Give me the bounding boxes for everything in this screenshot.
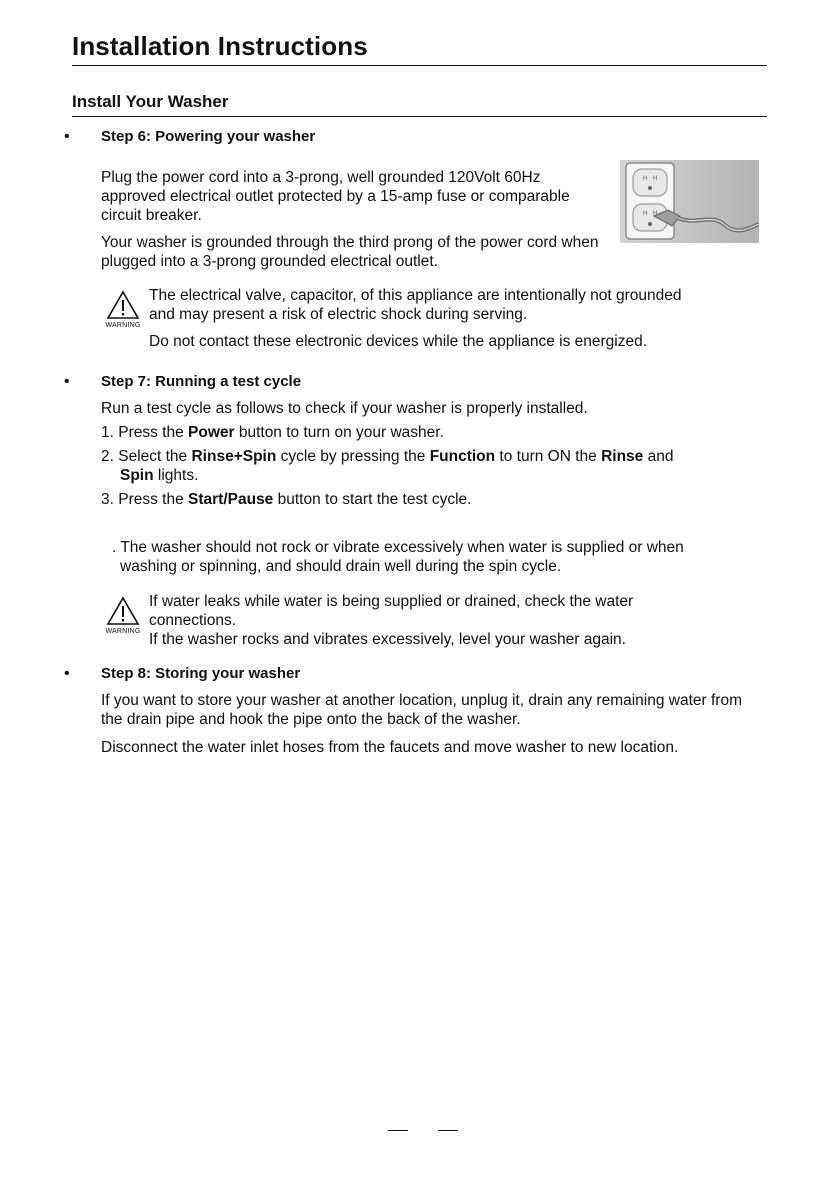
step8-heading: Step 8: Storing your washer (101, 665, 301, 682)
bullet-step7: • (64, 373, 70, 390)
step7-instruction-3: 3. Press the Start/Pause button to start the test cycle. (101, 491, 472, 508)
section-rule (72, 116, 767, 117)
step6-paragraph-power: Plug the power cord into a 3-prong, well grounded 120Volt 60Hz approved electrical outlet protected by a 15-amp fuse or comparable circuit breaker. (101, 169, 570, 224)
step8-paragraph-disconnect: Disconnect the water inlet hoses from the faucets and move washer to new location. (101, 739, 679, 756)
page-number-mark-right (438, 1130, 458, 1131)
outlet-label-top-left: H (643, 176, 648, 182)
warning-label: WARNING (105, 322, 141, 329)
outlet-label-top-right: H (653, 176, 658, 182)
power-outlet-photo (620, 160, 759, 243)
bullet-step6: • (64, 128, 70, 145)
outlet-label-bottom-right: H (653, 211, 658, 217)
step6-heading: Step 6: Powering your washer (101, 128, 316, 145)
step7-heading: Step 7: Running a test cycle (101, 373, 302, 390)
warning-label: WARNING (105, 628, 141, 635)
step7-note-line-2: washing or spinning, and should drain well during the spin cycle. (120, 558, 562, 575)
step8-paragraph-store: If you want to store your washer at another location, unplug it, drain any remaining water from the drain pipe and hook the pipe onto the back of the washer. (101, 692, 743, 728)
step7-instruction-2-cont: Spin lights. (120, 467, 199, 484)
step7-warning-text: If water leaks while water is being supplied or drained, check the water connections. (149, 593, 634, 629)
step6-paragraph-grounding: Your washer is grounded through the third prong of the power cord when plugged into a 3-prong grounded electrical outlet. (101, 234, 599, 270)
title-rule (72, 65, 767, 66)
step7-intro: Run a test cycle as follows to check if your washer is properly installed. (101, 400, 588, 417)
step7-instruction-1: 1. Press the Power button to turn on your washer. (101, 424, 444, 441)
step6-warning-text: The electrical valve, capacitor, of this appliance are intentionally not grounded and may present a risk of electric shock during serving. (149, 287, 682, 323)
warning-icon (101, 289, 145, 333)
section-heading: Install Your Washer (72, 92, 229, 111)
bullet-step8: • (64, 665, 70, 682)
step6-warning-text-2: Do not contact these electronic devices while the appliance is energized. (149, 333, 648, 350)
step7-instruction-2: 2. Select the Rinse+Spin cycle by pressing the Function to turn ON the Rinse and (101, 448, 674, 465)
step7-note-line-1: . The washer should not rock or vibrate excessively when water is supplied or when (112, 539, 684, 556)
warning-icon (101, 595, 145, 639)
step7-warning-text-2: If the washer rocks and vibrates excessively, level your washer again. (149, 631, 626, 648)
page-title: Installation Instructions (72, 31, 368, 61)
outlet-label-bottom-left: H (643, 211, 648, 217)
page-number-mark-left (388, 1130, 408, 1131)
